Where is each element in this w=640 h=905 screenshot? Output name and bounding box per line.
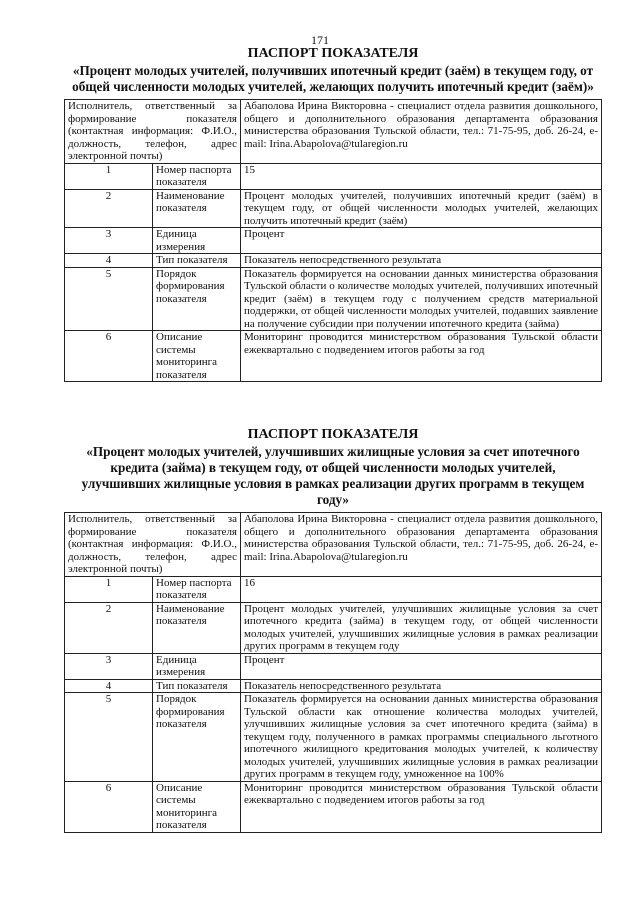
row-value: Показатель непосредственного результата (241, 254, 602, 268)
passport-heading: ПАСПОРТ ПОКАЗАТЕЛЯ (247, 46, 419, 61)
table-row (65, 331, 602, 382)
passport-title: «Процент молодых учителей, улучшивших жилищные условия за счет ипотечного кредита (займа) в текущем году, от общей численности молодых учителей, улучшивших жилищные условия в рамках реализации других программ в текущем году» (81, 444, 585, 507)
table-row (65, 693, 602, 782)
passport-heading: ПАСПОРТ ПОКАЗАТЕЛЯ (247, 427, 419, 442)
executor-row (65, 100, 602, 164)
row-number: 5 (65, 267, 153, 331)
table-row (65, 228, 602, 254)
row-number: 4 (65, 254, 153, 268)
table-row (65, 254, 602, 268)
row-value: Процент (241, 653, 602, 679)
row-number: 4 (65, 679, 153, 693)
row-label: Единица измерения (153, 228, 241, 254)
row-value: Показатель формируется на основании данных министерства образования Тульской области как отношение количества молодых учителей, улучшивших жилищные условия за счет ипотечного кредита (займа) в текущем году, полученного в рамках программы специального льготного ипотечного жилищного кредитования молодых учителей, к количеству молодых учителей, улучшивших жилищные условия в рамках реализации других программ в текущем году, умноженное на 100% (241, 693, 602, 782)
executor-value: Абаполова Ирина Викторовна - специалист отдела развития дошкольного, общего и дополнительного образования департамента образования министерства образования Тульской области, тел.: 71-75-95, доб. 26-24, e-mail: Irina.Abapolova@tularegion.ru (241, 513, 602, 577)
row-label: Описание системы мониторинга показателя (153, 781, 241, 832)
row-label: Описание системы мониторинга показателя (153, 331, 241, 382)
executor-label: Исполнитель, ответственный за формирование показателя (контактная информация: Ф.И.О., должность, телефон, адрес электронной почты) (65, 513, 241, 577)
row-value: Мониторинг проводится министерством образования Тульской области ежеквартально с подведением итогов работы за год (241, 331, 602, 382)
row-number: 6 (65, 781, 153, 832)
row-number: 2 (65, 189, 153, 228)
row-label: Порядок формирования показателя (153, 267, 241, 331)
row-value: Показатель непосредственного результата (241, 679, 602, 693)
passport-table (64, 99, 602, 382)
row-number: 6 (65, 331, 153, 382)
table-row (65, 602, 602, 653)
row-number: 2 (65, 602, 153, 653)
table-row (65, 679, 602, 693)
row-value: Показатель формируется на основании данных министерства образования Тульской области о количестве молодых учителей, получивших ипотечный кредит (заём) в текущем году с получением средств материальной поддержки, от общей численности молодых учителей, подавших заявление на получение субсидии при получении ипотечного кредита (займа) (241, 267, 602, 331)
passport-title: «Процент молодых учителей, получивших ипотечный кредит (заём) в текущем году, от общей численности молодых учителей, желающих получить ипотечный кредит (заём)» (72, 63, 594, 94)
row-label: Наименование показателя (153, 602, 241, 653)
executor-value: Абаполова Ирина Викторовна - специалист отдела развития дошкольного, общего и дополнительного образования департамента образования министерства образования Тульской области, тел.: 71-75-95, доб. 26-24, e-mail: Irina.Abapolova@tularegion.ru (241, 100, 602, 164)
row-label: Порядок формирования показателя (153, 693, 241, 782)
passport-table (64, 512, 602, 833)
row-label: Номер паспорта показателя (153, 163, 241, 189)
executor-row (65, 513, 602, 577)
indicator-passport-15 (62, 46, 604, 382)
row-label: Единица измерения (153, 653, 241, 679)
executor-label: Исполнитель, ответственный за формирование показателя (контактная информация: Ф.И.О., должность, телефон, адрес электронной почты) (65, 100, 241, 164)
row-label: Наименование показателя (153, 189, 241, 228)
row-value: 15 (241, 163, 602, 189)
row-number: 5 (65, 693, 153, 782)
row-number: 3 (65, 653, 153, 679)
row-value: Процент (241, 228, 602, 254)
table-row (65, 189, 602, 228)
row-label: Номер паспорта показателя (153, 576, 241, 602)
row-number: 3 (65, 228, 153, 254)
row-number: 1 (65, 163, 153, 189)
page-number: 171 (311, 33, 329, 47)
row-number: 1 (65, 576, 153, 602)
table-row (65, 163, 602, 189)
table-row (65, 653, 602, 679)
indicator-passport-16 (62, 427, 604, 833)
row-value: Процент молодых учителей, получивших ипотечный кредит (заём) в текущем году, от общей численности молодых учителей, желающих получить ипотечный кредит (заём) (241, 189, 602, 228)
row-label: Тип показателя (153, 679, 241, 693)
row-label: Тип показателя (153, 254, 241, 268)
table-row (65, 576, 602, 602)
table-row (65, 781, 602, 832)
row-value: 16 (241, 576, 602, 602)
table-row (65, 267, 602, 331)
row-value: Мониторинг проводится министерством образования Тульской области ежеквартально с подведением итогов работы за год (241, 781, 602, 832)
row-value: Процент молодых учителей, улучшивших жилищные условия за счет ипотечного кредита (займа) в текущем году, от общей численности молодых учителей, улучшивших жилищные условия в рамках реализации других программ в текущем году (241, 602, 602, 653)
